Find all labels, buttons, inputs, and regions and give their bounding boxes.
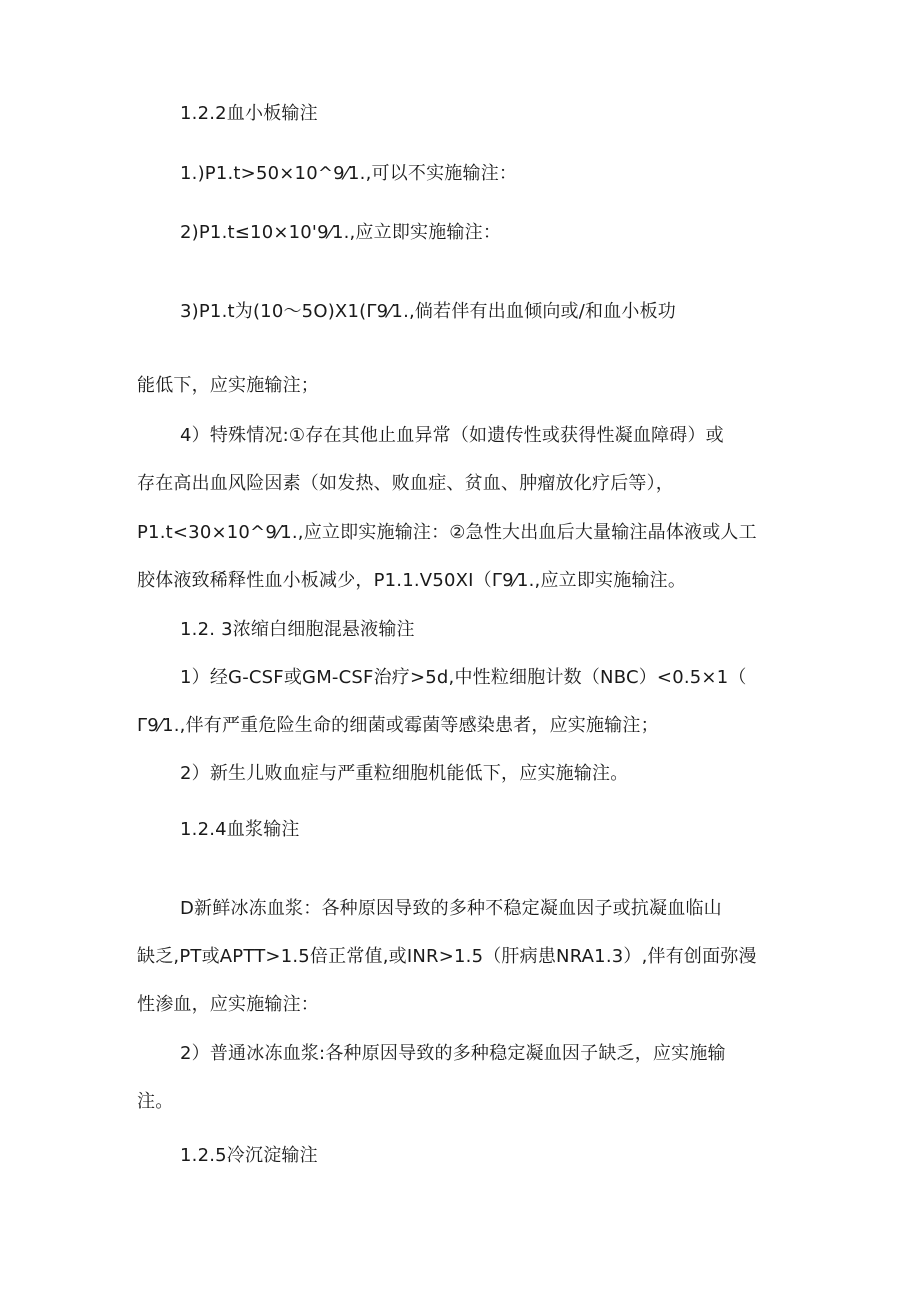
paragraph-line: 能低下，应实施输注；	[137, 375, 319, 396]
paragraph-line: 1.)P1.t>50×10^9⁄1.,可以不实施输注：	[180, 163, 518, 184]
paragraph-line: 2)P1.t≤10×10'9⁄1.,应立即实施输注：	[180, 222, 502, 243]
paragraph-line: 性渗血，应实施输注：	[137, 994, 319, 1015]
paragraph-line: 注。	[137, 1091, 174, 1112]
section-heading-platelet-transfusion: 1.2.2血小板输注	[180, 103, 318, 124]
section-heading-plasma-transfusion: 1.2.4血浆输注	[180, 819, 300, 840]
paragraph-line: D新鲜冰冻血浆：各种原因导致的多种不稳定凝血因子或抗凝血临山	[180, 898, 722, 919]
section-heading-leukocyte-transfusion: 1.2. 3浓缩白细胞混悬液输注	[180, 619, 415, 640]
section-heading-cryoprecipitate-transfusion: 1.2.5冷沉淀输注	[180, 1145, 318, 1166]
paragraph-line: 2）新生儿败血症与严重粒细胞机能低下，应实施输注。	[180, 763, 629, 784]
paragraph-line: 2）普通冰冻血浆:各种原因导致的多种稳定凝血因子缺乏，应实施输	[180, 1043, 726, 1064]
paragraph-line: 缺乏,PT或APTT>1.5倍正常值,或INR>1.5（肝病患NRA1.3）,伴有创面弥漫	[137, 946, 757, 967]
paragraph-line: Γ9⁄1.,伴有严重危险生命的细菌或霉菌等感染患者，应实施输注；	[137, 715, 659, 736]
paragraph-line: 1）经G-CSF或GM-CSF治疗>5d,中性粒细胞计数（NBC）<0.5×1（	[180, 667, 747, 688]
paragraph-line: 存在高出血风险因素（如发热、败血症、贫血、肿瘤放化疗后等），	[137, 473, 674, 494]
paragraph-line: P1.t<30×10^9⁄1.,应立即实施输注：②急性大出血后大量输注晶体液或人工	[137, 522, 757, 543]
paragraph-line: 3)P1.t为(10～5O)X1(Γ9⁄1.,倘若伴有出血倾向或/和血小板功	[180, 301, 676, 322]
paragraph-line: 胶体液致稀释性血小板减少，P1.1.V50XI（Γ9⁄1.,应立即实施输注。	[137, 570, 687, 591]
paragraph-line: 4）特殊情况:①存在其他止血异常（如遗传性或获得性凝血障碍）或	[180, 425, 724, 446]
